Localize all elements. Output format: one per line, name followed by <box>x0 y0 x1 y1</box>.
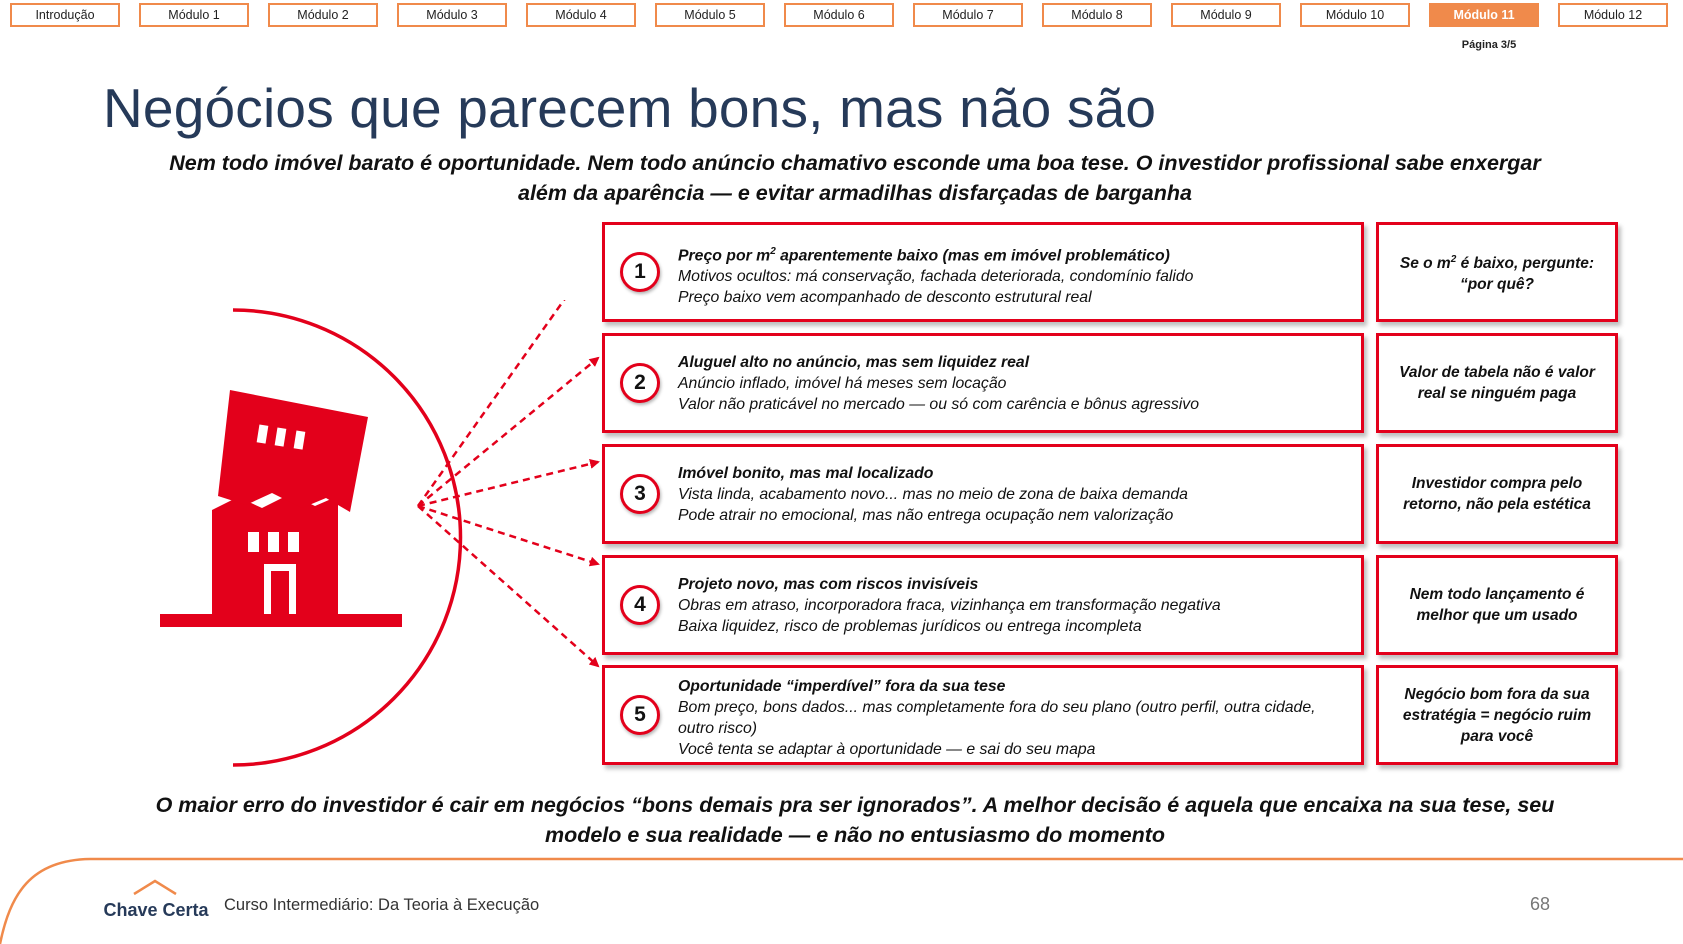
slide-subtitle: Nem todo imóvel barato é oportunidade. Nem todo anúncio chamativo esconde uma boa tese. O investidor profissional sabe enxergar além da aparência — e evitar armadilhas disfarçadas de barganha <box>169 151 1541 205</box>
nav-module-4[interactable]: Módulo 4 <box>526 3 636 27</box>
card-note-1 <box>1376 222 1618 322</box>
page-indicator: Página 3/5 <box>1461 39 1517 51</box>
card-title-1-sup: 2 <box>770 246 776 257</box>
house-roof-icon <box>132 878 178 896</box>
card-1-line-2: Preço baixo vem acompanhado de desconto estrutural real <box>678 289 1092 307</box>
slide-page-number: 68 <box>1530 894 1551 914</box>
arrow-to-card-2 <box>418 358 598 506</box>
arrow-to-card-4 <box>418 506 598 564</box>
nav-module-2[interactable]: Módulo 2 <box>268 3 378 27</box>
card-note-2: Valor de tabela não é valor real se ninguém paga <box>1376 333 1618 433</box>
card-note-3: Investidor compra pelo retorno, não pela estética <box>1376 444 1618 544</box>
card-title-1-post: aparentemente baixo (mas em imóvel problemático) <box>775 247 1170 265</box>
nav-module-6[interactable]: Módulo 6 <box>784 3 894 27</box>
nav-module-9[interactable]: Módulo 9 <box>1171 3 1281 27</box>
arrow-to-card-1 <box>418 300 598 506</box>
nav-module-11[interactable]: Módulo 11 <box>1429 3 1539 27</box>
card-3-line-2: Pode atrair no emocional, mas não entrega ocupação nem valorização <box>678 507 1174 524</box>
conclusion-text: O maior erro do investidor é cair em negócios “bons demais pra ser ignorados”. A melhor decisão é aquela que encaixa na sua tese, seu modelo e sua realidade — e não no entusiasmo do momento <box>155 793 1555 847</box>
nav-module-12[interactable]: Módulo 12 <box>1558 3 1668 27</box>
broken-building-illustration <box>140 300 610 780</box>
card-number-1: 1 <box>620 252 660 292</box>
broken-building-icon <box>160 390 402 627</box>
nav-module-8[interactable]: Módulo 8 <box>1042 3 1152 27</box>
card-number-2: 2 <box>620 363 660 403</box>
card-note-1-post: é baixo, pergunte: “por quê? <box>1456 255 1595 294</box>
card-5-line-2: Você tenta se adaptar à oportunidade — e sai do seu mapa <box>678 741 1096 758</box>
card-note-1-sup: 2 <box>1450 253 1457 265</box>
nav-module-7[interactable]: Módulo 7 <box>913 3 1023 27</box>
card-3-line-1: Vista linda, acabamento novo... mas no meio de zona de baixa demanda <box>678 486 1188 503</box>
nav-module-3[interactable]: Módulo 3 <box>397 3 507 27</box>
card-title-4: Projeto novo, mas com riscos invisíveis <box>678 576 979 593</box>
nav-module-10[interactable]: Módulo 10 <box>1300 3 1410 27</box>
pitfall-card-5 <box>602 665 1364 765</box>
card-note-5: Negócio bom fora da sua estratégia = negócio ruim para você <box>1376 665 1618 765</box>
card-4-line-1: Obras em atraso, incorporadora fraca, vizinhança em transformação negativa <box>678 597 1221 614</box>
card-title-2: Aluguel alto no anúncio, mas sem liquidez real <box>678 354 1030 371</box>
card-note-1-pre: Se o m <box>1399 255 1451 273</box>
card-2-line-1: Anúncio inflado, imóvel há meses sem locação <box>678 375 1007 392</box>
pitfall-card-3 <box>602 444 1364 544</box>
card-title-3: Imóvel bonito, mas mal localizado <box>678 465 934 482</box>
slide-title: Negócios que parecem bons, mas não são <box>103 77 1157 139</box>
card-5-line-1: Bom preço, bons dados... mas completamente fora do seu plano (outro perfil, outra cidade, outro risco) <box>678 699 1316 737</box>
card-number-3: 3 <box>620 474 660 514</box>
pitfall-card-2 <box>602 333 1364 433</box>
logo-text: Chave Certa <box>103 900 209 920</box>
card-note-4: Nem todo lançamento é melhor que um usado <box>1376 555 1618 655</box>
card-2-line-2: Valor não praticável no mercado — ou só com carência e bônus agressivo <box>678 396 1199 413</box>
course-name: Curso Intermediário: Da Teoria à Execução <box>224 896 540 914</box>
arrow-1-overlay <box>410 230 610 320</box>
pitfall-card-1 <box>602 222 1364 322</box>
card-number-4: 4 <box>620 585 660 625</box>
arrow-to-card-3 <box>418 462 598 506</box>
nav-module-5[interactable]: Módulo 5 <box>655 3 765 27</box>
card-title-1-pre: Preço por m <box>678 247 771 265</box>
pitfall-card-4 <box>602 555 1364 655</box>
card-4-line-2: Baixa liquidez, risco de problemas jurídicos ou entrega incompleta <box>678 618 1142 635</box>
card-title-1 <box>678 241 1348 266</box>
arrow-to-card-5 <box>418 506 598 666</box>
module-nav <box>10 3 1675 29</box>
card-1-line-1: Motivos ocultos: má conservação, fachada deteriorada, condomínio falido <box>678 268 1194 286</box>
card-number-5: 5 <box>620 695 660 735</box>
nav-module-1[interactable]: Módulo 1 <box>139 3 249 27</box>
card-title-5: Oportunidade “imperdível” fora da sua tese <box>678 678 1006 695</box>
nav-intro[interactable]: Introdução <box>10 3 120 27</box>
chave-certa-logo <box>100 878 212 923</box>
